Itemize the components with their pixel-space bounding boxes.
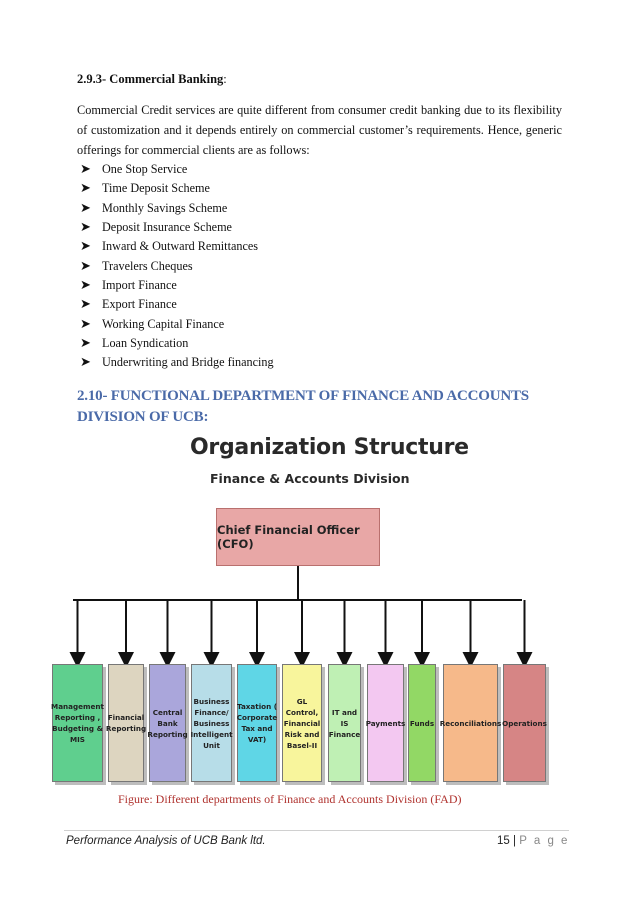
list-item: [80, 314, 274, 333]
list-item: [80, 199, 274, 218]
footer-title: Performance Analysis of UCB Bank ltd.: [66, 835, 266, 847]
department-box: [52, 664, 103, 782]
department-label: IT and IS Finance: [328, 707, 361, 739]
department-label: Payments: [365, 718, 406, 728]
arrow-bullet-icon: ➤: [80, 297, 91, 313]
list-item: [80, 218, 274, 237]
arrow-bullet-icon: ➤: [80, 258, 91, 274]
list-item-label: Time Deposit Scheme: [102, 181, 210, 196]
department-label: Taxation ( Corporate Tax and VAT): [236, 702, 278, 744]
arrow-bullet-icon: ➤: [80, 181, 91, 197]
list-item: [80, 179, 274, 198]
department-label: Management Reporting , Budgeting & MIS: [51, 702, 104, 744]
figure-caption: Figure: Different departments of Finance and Accounts Division (FAD): [118, 792, 462, 806]
department-box: [408, 664, 436, 782]
list-item-label: Export Finance: [102, 297, 177, 312]
department-box: [237, 664, 277, 782]
arrow-bullet-icon: ➤: [80, 200, 91, 216]
arrow-bullet-icon: ➤: [80, 239, 91, 255]
subsection-heading: [77, 72, 227, 87]
arrow-bullet-icon: ➤: [80, 277, 91, 293]
section-heading: 2.10- FUNCTIONAL DEPARTMENT OF FINANCE AND ACCOUNTS DIVISION OF UCB:: [77, 388, 529, 425]
footer-divider: [64, 830, 569, 831]
list-item: [80, 276, 274, 295]
page-separator: |: [513, 835, 516, 847]
department-box: [105, 664, 147, 782]
department-label: Funds: [409, 718, 435, 728]
department-box: [191, 664, 232, 782]
list-item: [80, 353, 274, 372]
offerings-list: [80, 160, 274, 372]
list-item-label: Travelers Cheques: [102, 258, 193, 273]
list-item: [80, 334, 274, 353]
page-label: P a g e: [519, 835, 570, 847]
org-chart-subtitle: Finance & Accounts Division: [210, 471, 410, 486]
list-item-label: Working Capital Finance: [102, 316, 225, 331]
department-box: [367, 664, 404, 782]
department-label: Business Finance/ Business Intelligent Unit: [190, 696, 233, 750]
subsection-title: 2.9.3- Commercial Banking: [77, 72, 224, 86]
department-label: GL Control, Financial Risk and Basel-II: [283, 696, 321, 750]
list-item-label: Deposit Insurance Scheme: [102, 220, 232, 235]
list-item-label: One Stop Service: [102, 162, 188, 177]
list-item-label: Monthly Savings Scheme: [102, 200, 228, 215]
list-item: [80, 256, 274, 275]
page-number: 15: [497, 835, 510, 847]
arrow-bullet-icon: ➤: [80, 335, 91, 351]
subsection-colon: :: [223, 72, 227, 86]
org-chart-title: Organization Structure: [190, 435, 469, 460]
department-box: [149, 664, 186, 782]
department-label: Central Bank Reporting: [147, 707, 188, 739]
list-item-label: Inward & Outward Remittances: [102, 239, 259, 254]
department-box: [328, 664, 361, 782]
intro-paragraph: Commercial Credit services are quite different from consumer credit banking due to its flexibility of customization and it depends entirely on commercial customer’s requirements. Hence, generic offerings for commercial clients are as follows:: [77, 103, 562, 157]
list-item: [80, 160, 274, 179]
list-item-label: Import Finance: [102, 277, 177, 292]
cfo-box: Chief Financial Officer (CFO): [216, 508, 380, 566]
arrow-bullet-icon: ➤: [80, 316, 91, 332]
department-box: [282, 664, 322, 782]
department-box: [439, 664, 502, 782]
department-label: Financial Reporting: [105, 713, 147, 733]
list-item-label: Loan Syndication: [102, 335, 189, 350]
arrow-bullet-icon: ➤: [80, 355, 91, 371]
arrow-bullet-icon: ➤: [80, 162, 91, 178]
department-label: Reconciliations: [439, 718, 502, 728]
list-item: [80, 237, 274, 256]
arrow-bullet-icon: ➤: [80, 220, 91, 236]
department-label: Operations: [502, 718, 547, 728]
footer-page: [497, 835, 569, 847]
list-item: [80, 295, 274, 314]
department-box: [503, 664, 546, 782]
list-item-label: Underwriting and Bridge financing: [102, 355, 274, 370]
